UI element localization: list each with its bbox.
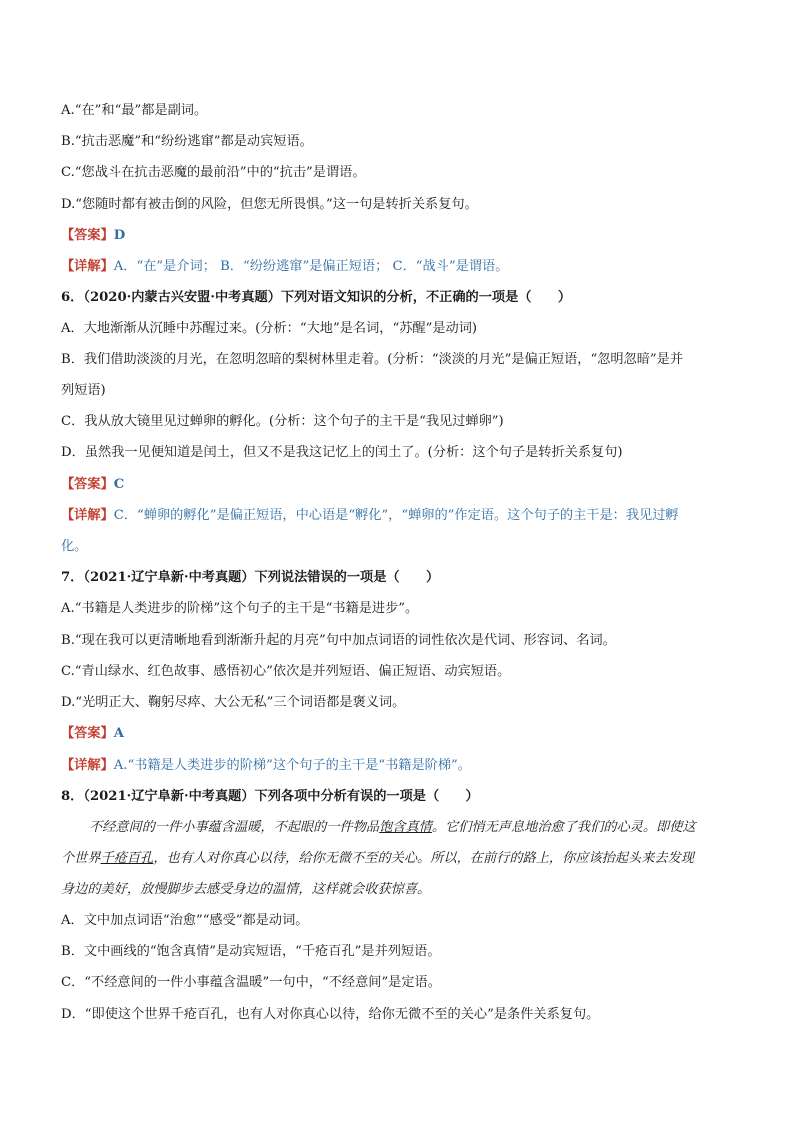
q6-title: 6．（2020·内蒙古兴安盟·中考真题）下列对语文知识的分析，不正确的一项是（ ） — [61, 290, 572, 305]
q8-passage-line1 — [89, 818, 754, 838]
q8-passage-line2 — [61, 849, 754, 869]
q7-option-a: A.“书籍是人类进步的阶梯”这个句子的主干是“书籍是进步”。 — [61, 601, 419, 616]
passage-text: 。它们悄无声息地治愈了我们的心灵。即使这 — [431, 820, 696, 835]
q6-option-a: A．大地渐渐从沉睡中苏醒过来。(分析：“大地”是名词，“苏醒”是动词) — [61, 321, 478, 336]
q5-answer — [61, 226, 754, 246]
passage-text: ，也有人对你真心以待，给你无微不至的关心。所以，在前行的路上，你应该抬起头来去发现 — [153, 851, 694, 866]
answer-tag: 【答案】 — [61, 726, 114, 741]
underlined-phrase: 饱含真情 — [379, 820, 432, 835]
detail-tag: 【详解】 — [61, 758, 114, 773]
q6-option-c: C．我从放大镜里见过蝉卵的孵化。(分析：这个句子的主干是“我见过蝉卵”) — [61, 414, 504, 429]
q6-detail-line1 — [61, 506, 754, 526]
answer-value: A — [113, 726, 124, 741]
passage-text: 不经意间的一件小事蕴含温暖，不起眼的一件物品 — [89, 820, 380, 835]
detail-text: C．“蝉卵的孵化”是偏正短语，中心语是“孵化”，“蝉卵的”作定语。这个句子的主干是：我见过孵 — [113, 508, 679, 523]
q7-detail — [61, 756, 754, 776]
q8-passage-line3: 身边的美好，放慢脚步去感受身边的温情，这样就会收获惊喜。 — [61, 882, 431, 897]
q8-title: 8．（2021·辽宁阜新·中考真题）下列各项中分析有误的一项是（ ） — [61, 789, 479, 804]
q8-option-b: B．文中画线的“饱含真情”是动宾短语，“千疮百孔”是并列短语。 — [61, 944, 441, 959]
q5-detail — [61, 257, 754, 277]
detail-tag: 【详解】 — [61, 259, 114, 274]
q8-option-c: C．“不经意间的一件小事蕴含温暖”一句中，“不经意间”是定语。 — [61, 975, 441, 990]
detail-text: A．“在”是介词； B．“纷纷逃窜”是偏正短语； C．“战斗”是谓语。 — [113, 259, 509, 274]
q6-option-d: D．虽然我一见便知道是闰土，但又不是我这记忆上的闰土了。(分析：这个句子是转折关系复句) — [61, 445, 623, 460]
answer-value: C — [113, 477, 125, 492]
answer-tag: 【答案】 — [61, 228, 114, 243]
q6-option-b-line2: 列短语) — [61, 383, 106, 398]
detail-tag: 【详解】 — [61, 508, 114, 523]
q6-option-b-line1: B．我们借助淡淡的月光，在忽明忽暗的梨树林里走着。(分析：“淡淡的月光”是偏正短语，“忽明忽暗”是并 — [61, 352, 684, 367]
answer-value: D — [113, 228, 126, 243]
answer-tag: 【答案】 — [61, 477, 114, 492]
q5-option-c: C.“您战斗在抗击恶魔的最前沿”中的“抗击”是谓语。 — [61, 165, 366, 180]
q7-answer — [61, 724, 754, 744]
q8-option-d: D．“即使这个世界千疮百孔，也有人对你真心以待，给你无微不至的关心”是条件关系复句。 — [61, 1007, 600, 1022]
q7-option-d: D.“光明正大、鞠躬尽瘁、大公无私”三个词语都是褒义词。 — [61, 695, 406, 710]
q7-option-c: C.“青山绿水、红色故事、感悟初心”依次是并列短语、偏正短语、动宾短语。 — [61, 664, 511, 679]
detail-text: A.“书籍是人类进步的阶梯”这个句子的主干是“书籍是阶梯”。 — [113, 758, 471, 773]
q6-detail-line2: 化。 — [61, 539, 88, 554]
q5-option-b: B.“抗击恶魔”和“纷纷逃窜”都是动宾短语。 — [61, 134, 313, 149]
q7-title: 7．（2021·辽宁阜新·中考真题）下列说法错误的一项是（ ） — [61, 570, 440, 585]
q5-option-d: D.“您随时都有被击倒的风险，但您无所畏惧。”这一句是转折关系复句。 — [61, 197, 478, 212]
passage-text: 个世界 — [61, 851, 101, 866]
q8-option-a: A．文中加点词语“治愈”“感受”都是动词。 — [61, 913, 309, 928]
q5-option-a: A.“在”和“最”都是副词。 — [61, 103, 208, 118]
q6-answer — [61, 475, 754, 495]
underlined-phrase: 千疮百孔 — [100, 851, 154, 866]
q7-option-b: B.“现在我可以更清晰地看到渐渐升起的月亮”句中加点词语的词性依次是代词、形容词、名词。 — [61, 633, 616, 648]
